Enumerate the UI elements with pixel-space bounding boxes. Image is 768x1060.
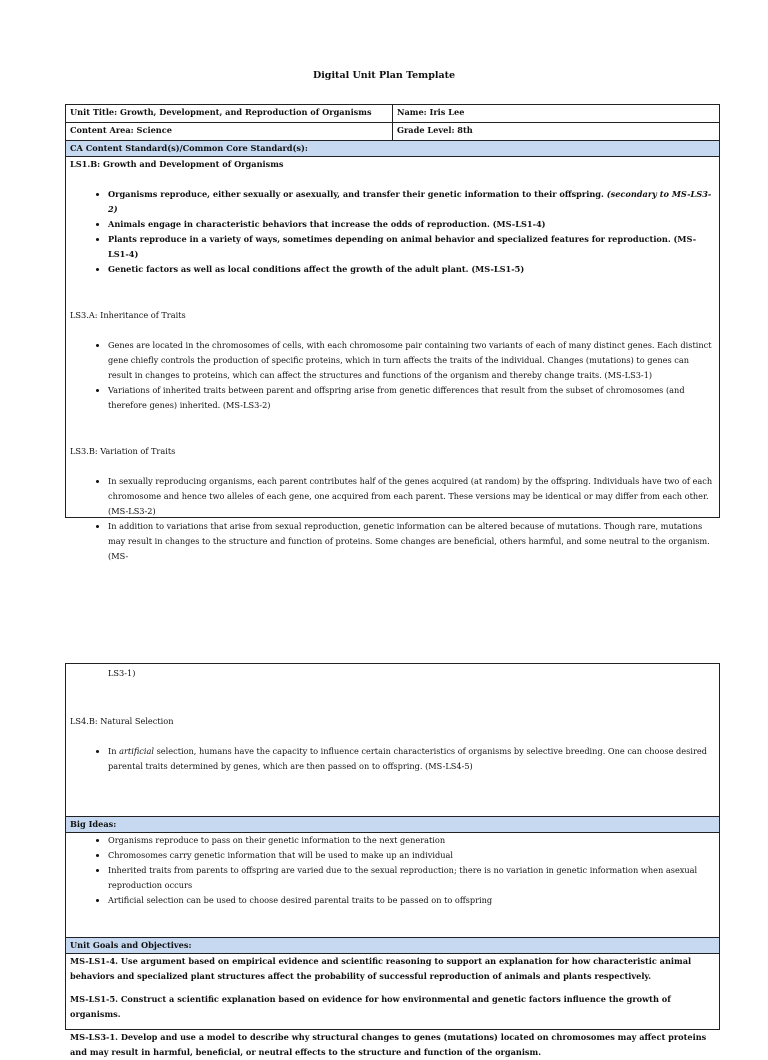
standards-header: CA Content Standard(s)/Common Core Standard(s):	[66, 141, 720, 157]
page-title: Digital Unit Plan Template	[312, 70, 456, 81]
list-item: • Artificial selection can be used to choose desired parental traits to be passed on to offspring	[108, 893, 715, 908]
ls4b-list	[70, 744, 715, 774]
ls3a-list	[70, 338, 715, 413]
unit-title-cell: Unit Title: Growth, Development, and Reproduction of Organisms	[66, 105, 393, 123]
list-item: • In sexually reproducing organisms, each parent contributes half of the genes acquired (at random) by the offspring. Individuals have two of each chromosome and hence two alleles of each gene, one acquired from each parent. These versions may be identical or may differ from each other. (MS-LS3-2)	[108, 474, 715, 519]
standards-body-continued	[66, 664, 720, 817]
ls1b-heading: LS1.B: Growth and Development of Organisms	[70, 159, 284, 169]
unit-plan-table-page-2	[65, 663, 720, 1057]
list-item: • Inherited traits from parents to offspring are varied due to the sexual reproduction; there is no variation in genetic information when asexual reproduction occurs	[108, 863, 715, 893]
grade-level-cell: Grade Level: 8th	[393, 123, 720, 141]
list-item: • In artificial selection, humans have the capacity to influence certain characteristics of organisms by selective breeding. One can choose desired parental traits determined by genes, which are then passed on to offspring. (MS-LS4-5)	[108, 744, 715, 774]
list-item: • Organisms reproduce, either sexually or asexually, and transfer their genetic information to their offspring. (secondary to MS-LS3-2)	[108, 187, 715, 217]
objective-ms-ls3-1: MS-LS3-1. Develop and use a model to describe why structural changes to genes (mutations) located on chromosomes may affect proteins and may result in harmful, beneficial, or neutral effects to the structure and function of the organism.	[70, 1032, 707, 1057]
list-item: • Organisms reproduce to pass on their genetic information to the next generation	[108, 833, 715, 848]
name-cell: Name: Iris Lee	[393, 105, 720, 123]
unit-plan-table-page-1	[65, 104, 720, 561]
list-item: • Chromosomes carry genetic information that will be used to make up an individual	[108, 848, 715, 863]
ls4b-heading: LS4.B: Natural Selection	[70, 716, 174, 726]
objective-ms-ls1-4: MS-LS1-4. Use argument based on empirical evidence and scientific reasoning to support an explanation for how characteristic animal behaviors and specialized plant structures affect the probability of successful reproduction of animals and plants respectively.	[70, 956, 692, 981]
goals-header: Unit Goals and Objectives:	[66, 938, 720, 954]
list-item: • Animals engage in characteristic behaviors that increase the odds of reproduction. (MS-LS1-4)	[108, 217, 715, 232]
list-item: • Variations of inherited traits between parent and offspring arise from genetic differences that result from the subset of chromosomes (and therefore genes) inherited. (MS-LS3-2)	[108, 383, 715, 413]
standards-body	[66, 157, 720, 561]
big-ideas-list	[70, 833, 715, 908]
list-item: • Genetic factors as well as local conditions affect the growth of the adult plant. (MS-LS1-5)	[108, 262, 715, 277]
big-ideas-header: Big Ideas:	[66, 817, 720, 833]
ls3b-list	[70, 474, 715, 564]
list-item: • Genes are located in the chromosomes of cells, with each chromosome pair containing two variants of each of many distinct genes. Each distinct gene chiefly controls the production of specific proteins, which in turn affects the traits of the individual. Changes (mutations) to genes can result in changes to proteins, which can affect the structures and functions of the organism and thereby change traits. (MS-LS3-1)	[108, 338, 715, 383]
ls3a-heading: LS3.A: Inheritance of Traits	[70, 310, 186, 320]
goals-body	[66, 954, 720, 1057]
ls1b-list	[70, 187, 715, 277]
continued-reference: LS3-1)	[108, 668, 136, 678]
content-area-cell: Content Area: Science	[66, 123, 393, 141]
objective-ms-ls1-5: MS-LS1-5. Construct a scientific explanation based on evidence for how environmental and genetic factors influence the growth of organisms.	[70, 994, 671, 1019]
ls3b-heading: LS3.B: Variation of Traits	[70, 446, 176, 456]
list-item: • Plants reproduce in a variety of ways, sometimes depending on animal behavior and specialized features for reproduction. (MS-LS1-4)	[108, 232, 715, 262]
big-ideas-body	[66, 833, 720, 938]
list-item: • In addition to variations that arise from sexual reproduction, genetic information can be altered because of mutations. Though rare, mutations may result in changes to the structure and function of proteins. Some changes are beneficial, others harmful, and some neutral to the organism. (MS-	[108, 519, 715, 564]
